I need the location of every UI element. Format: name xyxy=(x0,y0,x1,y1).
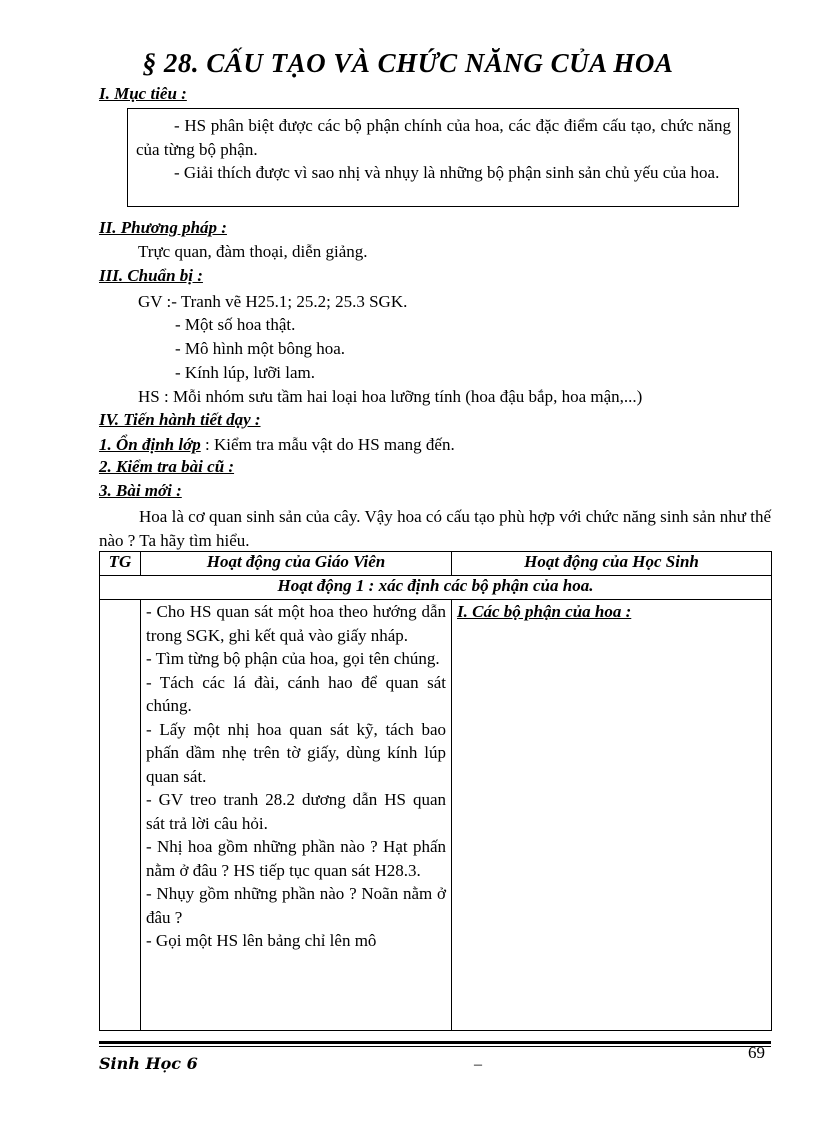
gv-preparation: GV :- Tranh vẽ H25.1; 25.2; 25.3 SGK. xyxy=(138,292,408,311)
teacher-line: - Lấy một nhị hoa quan sát kỹ, tách bao phấn dầm nhẹ trên tờ giấy, dùng kính lúp quan sát. xyxy=(146,719,446,786)
footer-subject: Sinh Học 6 xyxy=(99,1054,198,1073)
hs-preparation: HS : Mỗi nhóm sưu tầm hai loại hoa lưỡng tính (hoa đậu bắp, hoa mận,...) xyxy=(138,387,643,406)
section-method-heading: II. Phương pháp : xyxy=(99,218,227,237)
activity-table xyxy=(99,551,772,1031)
step-1-label: 1. Ổn định lớp xyxy=(99,435,201,454)
footer-dash: – xyxy=(474,1056,482,1073)
footer-rule-thick xyxy=(99,1041,771,1044)
gv-item: - Một số hoa thật. xyxy=(175,315,296,334)
teacher-line: - Nhụy gồm những phần nào ? Noãn nằm ở đâu ? xyxy=(146,884,446,927)
step-1-text: : Kiểm tra mẫu vật do HS mang đến. xyxy=(200,435,455,454)
step-3-label: 3. Bài mới : xyxy=(99,481,182,500)
student-heading: I. Các bộ phận của hoa : xyxy=(457,602,632,621)
tg-cell xyxy=(100,600,141,1031)
teacher-cell xyxy=(141,600,452,1031)
header-teacher: Hoạt động của Giáo Viên xyxy=(141,552,452,576)
intro-paragraph: Hoa là cơ quan sinh sản của cây. Vậy hoa có cấu tạo phù hợp với chức năng sinh sản như thế nào ? Ta hãy tìm hiểu. xyxy=(99,507,771,550)
teacher-line: - Gọi một HS lên bảng chỉ lên mô xyxy=(146,931,377,950)
teacher-line: - Nhị hoa gồm những phần nào ? Hạt phấn nằm ở đâu ? HS tiếp tục quan sát H28.3. xyxy=(146,837,446,880)
teacher-line: - Tách các lá đài, cánh hao để quan sát chúng. xyxy=(146,672,446,715)
step-1 xyxy=(99,433,455,456)
table-header-row xyxy=(100,552,772,576)
method-text: Trực quan, đàm thoại, diễn giảng. xyxy=(138,242,368,261)
section-objectives-heading: I. Mục tiêu : xyxy=(99,84,187,103)
objectives-box xyxy=(127,108,739,207)
teacher-line: - Tìm từng bộ phận của hoa, gọi tên chúng. xyxy=(146,649,440,668)
activity-title-row xyxy=(100,576,772,600)
header-student: Hoạt động của Học Sinh xyxy=(452,552,772,576)
teacher-line: - Cho HS quan sát một hoa theo hướng dẫn trong SGK, ghi kết quả vào giấy nháp. xyxy=(146,602,446,645)
section-preparation-heading: III. Chuẩn bị : xyxy=(99,266,203,285)
footer-rule-thin xyxy=(99,1046,771,1047)
activity-title: Hoạt động 1 : xác định các bộ phận của hoa. xyxy=(100,576,772,600)
step-2-label: 2. Kiểm tra bài cũ : xyxy=(99,457,235,476)
section-procedure-heading: IV. Tiến hành tiết dạy : xyxy=(99,410,261,429)
page-title: § 28. CẤU TẠO VÀ CHỨC NĂNG CỦA HOA xyxy=(142,48,674,78)
page-number: 69 xyxy=(748,1043,765,1062)
gv-item: - Kính lúp, lưỡi lam. xyxy=(175,363,316,382)
gv-item: - Mô hình một bông hoa. xyxy=(175,339,345,358)
table-row xyxy=(100,600,772,1031)
teacher-line: - GV treo tranh 28.2 dương dẫn HS quan sát trả lời câu hỏi. xyxy=(146,790,446,833)
objective-item: - Giải thích được vì sao nhị và nhụy là những bộ phận sinh sản chủ yếu của hoa. xyxy=(174,163,720,182)
student-cell xyxy=(452,600,772,1031)
header-tg: TG xyxy=(100,552,141,576)
objective-item: - HS phân biệt được các bộ phận chính của hoa, các đặc điểm cấu tạo, chức năng của từng bộ phận. xyxy=(136,116,731,159)
